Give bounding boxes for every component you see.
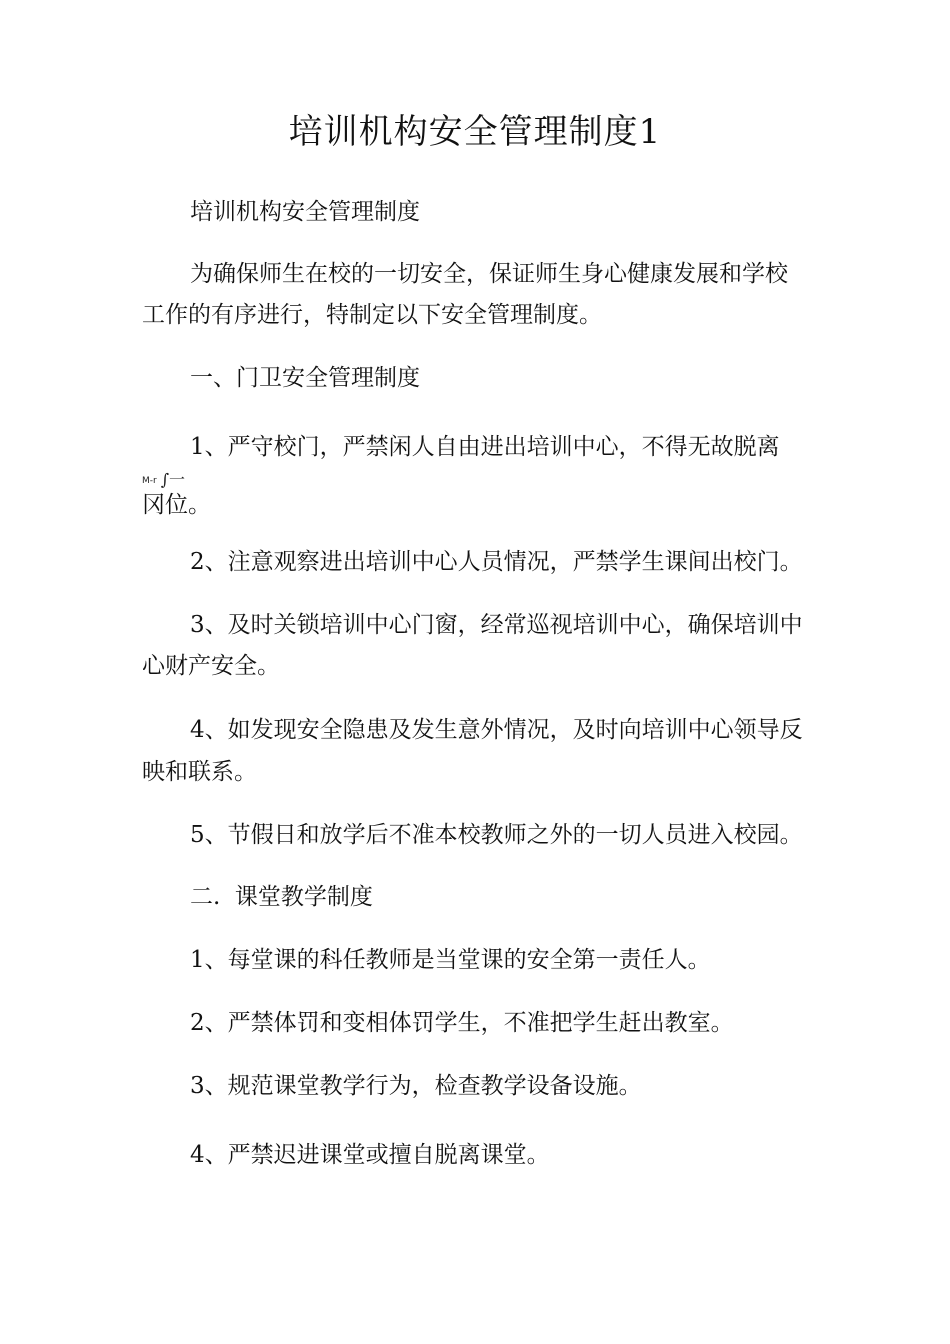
gate-rule-1-line-2: 冈位。 [142, 492, 211, 518]
section-heading-gate-security: 一、门卫安全管理制度 [190, 365, 420, 391]
classroom-rule-3: 3、规范课堂教学行为，检查教学设备设施。 [190, 1073, 642, 1099]
gate-rule-4-line-1: 4、如发现安全隐患及发生意外情况，及时向培训中心领导反 [190, 717, 803, 743]
classroom-rule-1: 1、每堂课的科任教师是当堂课的安全第一责任人。 [190, 947, 711, 973]
gate-rule-3-line-2: 心财产安全。 [142, 653, 280, 679]
document-subtitle: 培训机构安全管理制度 [190, 199, 420, 225]
classroom-rule-2: 2、严禁体罚和变相体罚学生，不准把学生赶出教室。 [190, 1010, 734, 1036]
stray-mark [142, 470, 186, 489]
classroom-rule-4: 4、严禁迟进课堂或擅自脱离课堂。 [190, 1142, 550, 1168]
intro-paragraph-line-2: 工作的有序进行，特制定以下安全管理制度。 [142, 302, 602, 328]
gate-rule-5: 5、节假日和放学后不准本校教师之外的一切人员进入校园。 [190, 822, 803, 848]
gate-rule-4-line-2: 映和联系。 [142, 759, 257, 785]
stray-mark-text: M-r [142, 476, 157, 486]
gate-rule-3-line-1: 3、及时关锁培训中心门窗，经常巡视培训中心，确保培训中 [190, 612, 803, 638]
gate-rule-1-line-1: 1、严守校门，严禁闲人自由进出培训中心，不得无故脱离 [190, 434, 780, 460]
stray-mark-glyph: ∫一 [160, 470, 186, 489]
section-heading-classroom-teaching: 二. 课堂教学制度 [190, 884, 373, 910]
gate-rule-2: 2、注意观察进出培训中心人员情况，严禁学生课间出校门。 [190, 549, 803, 575]
document-title: 培训机构安全管理制度1 [288, 112, 662, 152]
intro-paragraph-line-1: 为确保师生在校的一切安全，保证师生身心健康发展和学校 [190, 261, 788, 287]
